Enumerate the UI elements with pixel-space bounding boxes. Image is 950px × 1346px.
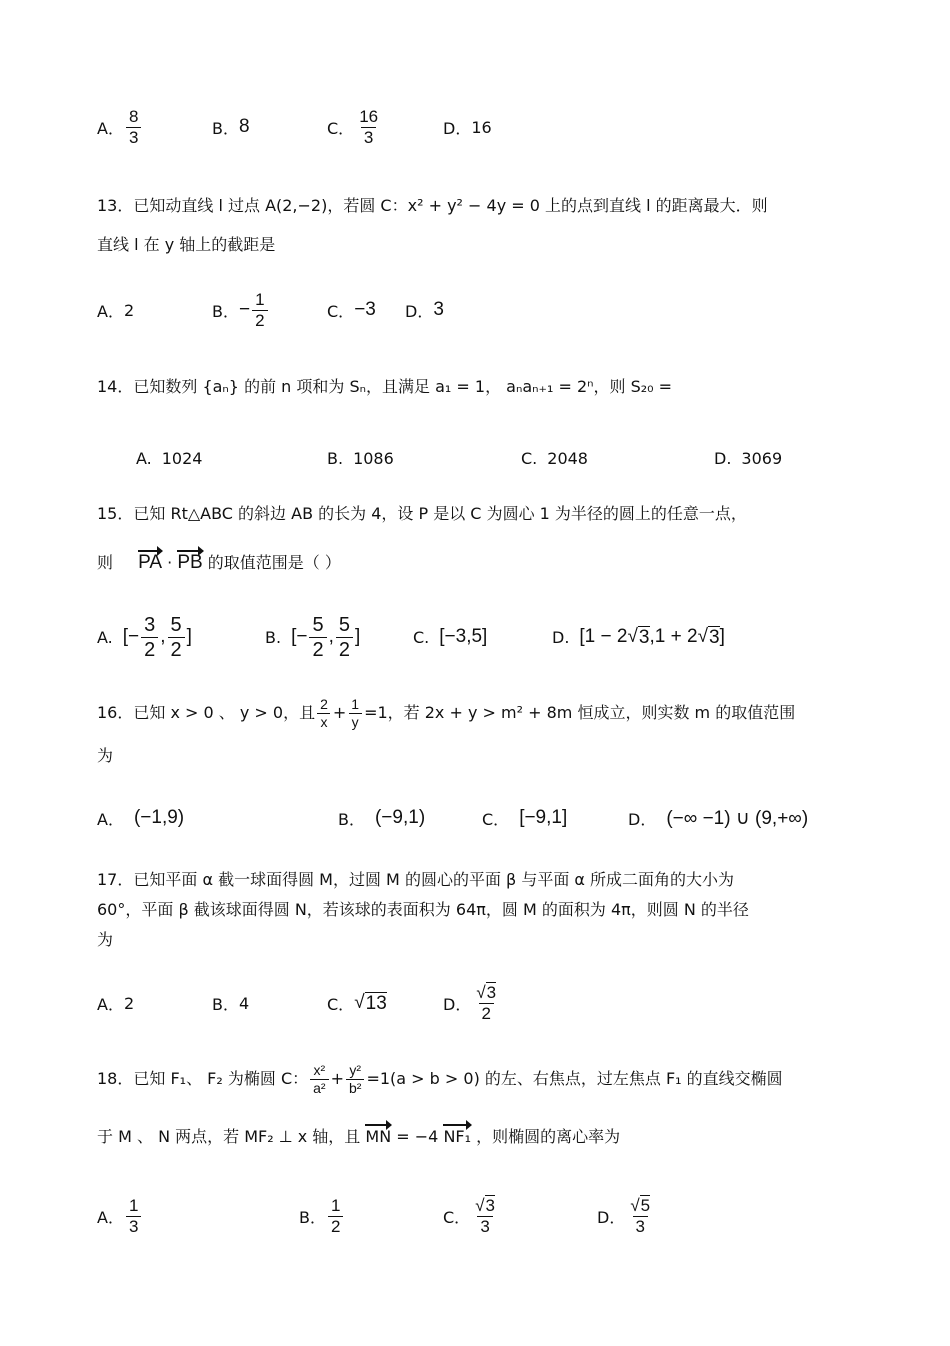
- q15-stem-line2: 则 PA · PB 的取值范围是（ ）: [97, 552, 341, 573]
- option-value: 16: [471, 117, 492, 137]
- q12-option-c: [327, 97, 383, 157]
- q13-stem-line2: 直线 l 在 y 轴上的截距是: [97, 235, 276, 254]
- option-label: A．: [97, 118, 124, 138]
- sqrt-symbol: √: [627, 626, 638, 647]
- q17-stem-line2: 60°，平面 β 截该球面得圆 N，若该球的表面积为 64π，圆 M 的面积为 4π，则圆 N 的半径: [97, 900, 749, 919]
- q16-stem-line2: 为: [97, 746, 114, 765]
- q13-option-a: A． 2: [97, 300, 135, 321]
- q17-option-d: D． $\frac{√3}{2}$: [443, 973, 501, 1033]
- q15-option-a: A. [− $\frac{3}{2}$ , $\frac{5}{2}$ ]: [97, 613, 192, 661]
- fraction: $\frac{2}{x}$: [317, 696, 331, 731]
- option-label: C．: [327, 118, 355, 138]
- fraction: $\frac{\text{x²}}{\text{a²}}$: [310, 1062, 328, 1097]
- q13-option-b: B． − $\frac{1}{2}$: [212, 280, 270, 340]
- vector-pa: PA: [138, 552, 163, 573]
- q15-option-d: D. [1 − 2 √ 3 ,1 + 2 √ 3 ]: [552, 626, 725, 648]
- vector-mn: MN: [365, 1124, 391, 1147]
- q18-stem-line2: 于 M 、 N 两点，若 MF₂ ⊥ x 轴，且 MN = −4 NF₁ ，则椭圆的离心率为: [97, 1124, 620, 1147]
- q14-stem-line1: 14．已知数列 {aₙ} 的前 n 项和为 Sₙ，且满足 a₁ = 1， aₙaₙ₊₁ = 2ⁿ，则 S₂₀ =: [97, 377, 673, 396]
- fraction: $\frac{1}{3}$: [126, 1196, 141, 1237]
- q17-stem-line1: 17．已知平面 α 截一球面得圆 M，过圆 M 的圆心的平面 β 与平面 α 所成二面角的大小为: [97, 870, 735, 889]
- q15-option-c: C. [−3,5]: [413, 626, 488, 647]
- q15-option-b: B. [− $\frac{5}{2}$ , $\frac{5}{2}$ ]: [265, 613, 361, 661]
- q17-options: [97, 973, 897, 1033]
- q12-option-d: [443, 97, 492, 157]
- q16-option-d: D． (−∞ −1) ∪ (9,+∞): [628, 807, 809, 829]
- q14-option-d: D. 3069: [714, 448, 783, 468]
- q13-option-d: D． 3: [405, 299, 444, 321]
- fraction: $\frac{√5}{3}$: [630, 1195, 651, 1236]
- q14-option-a: A. 1024: [136, 448, 203, 468]
- fraction: $\frac{16}{3}$: [359, 106, 379, 147]
- option-label: B．: [212, 118, 239, 138]
- q13-stem-line1: 13．已知动直线 l 过点 A(2,−2)，若圆 C：x² + y² − 4y = 0 上的点到直线 l 的距离最大．则: [97, 196, 768, 215]
- q14-option-c: C. 2048: [521, 448, 588, 468]
- q18-option-a: A． $\frac{1}{3}$: [97, 1186, 143, 1246]
- q16-stem-line1: 16．已知 x > 0 、 y > 0，且 $\frac{2}{x}$ + $\frac{1}{y}$ =1，若 2x + y > m² + 8m 恒成立，则实数 m 的取值范围: [97, 695, 796, 730]
- q17-option-a: A． 2: [97, 993, 135, 1014]
- fraction: $\frac{\text{y²}}{\text{b²}}$: [346, 1062, 364, 1097]
- q14-option-b: B. 1086: [327, 448, 394, 468]
- fraction: $\frac{8}{3}$: [126, 107, 141, 148]
- vector-nf1: NF₁: [443, 1124, 471, 1147]
- q12-option-b: [212, 97, 250, 157]
- q15-options: [97, 607, 897, 667]
- sqrt-symbol: √: [354, 992, 365, 1013]
- q17-option-b: B． 4: [212, 993, 250, 1014]
- q17-option-c: C． √ 13: [327, 992, 387, 1014]
- q17-stem-line3: 为: [97, 930, 114, 949]
- option-value: 8: [238, 116, 250, 137]
- q18-option-d: D． $\frac{√5}{3}$: [597, 1186, 655, 1246]
- q18-option-c: C． $\frac{√3}{3}$: [443, 1186, 500, 1246]
- sqrt-symbol: √: [475, 1195, 485, 1215]
- q14-options: [136, 428, 936, 488]
- q15-stem-line1: 15．已知 Rt△ABC 的斜边 AB 的长为 4，设 P 是以 C 为圆心 1 为半径的圆上的任意一点，: [97, 504, 747, 523]
- fraction: $\frac{3}{2}$: [141, 613, 158, 662]
- q12-options: [97, 97, 897, 157]
- q16-option-c: C． [−9,1]: [482, 807, 568, 829]
- q13-option-c: C． −3: [327, 299, 376, 321]
- option-label: D．: [443, 118, 472, 138]
- sqrt-symbol: √: [697, 626, 709, 647]
- fraction: $\frac{5}{2}$: [309, 613, 326, 662]
- q18-options: [97, 1186, 897, 1246]
- fraction: $\frac{√3}{3}$: [475, 1195, 495, 1236]
- fraction: $\frac{1}{2}$: [252, 290, 267, 331]
- fraction: $\frac{1}{y}$: [348, 696, 362, 731]
- q16-option-a: A． (−1,9): [97, 807, 185, 829]
- vector-pb: PB: [177, 552, 203, 573]
- sqrt-symbol: √: [476, 982, 486, 1002]
- fraction: $\frac{5}{2}$: [336, 613, 353, 662]
- fraction: $\frac{√3}{2}$: [476, 982, 497, 1023]
- q16-options: [97, 788, 897, 848]
- q16-option-b: B． (−9,1): [338, 807, 426, 829]
- fraction: $\frac{5}{2}$: [168, 613, 185, 662]
- sqrt-symbol: √: [630, 1195, 640, 1215]
- q12-option-a: [97, 97, 143, 157]
- q13-options: [97, 280, 897, 340]
- q18-stem-line1: 18．已知 F₁、 F₂ 为椭圆 C： $\frac{\text{x²}}{\text{a²}}$ + $\frac{\text{y²}}{\text{b²}}$ =1(a > b > 0) 的左、右焦点，过左焦点 F₁ 的直线交椭圆: [97, 1061, 783, 1096]
- q18-option-b: B． $\frac{1}{2}$: [299, 1186, 345, 1246]
- fraction: $\frac{1}{2}$: [328, 1196, 343, 1237]
